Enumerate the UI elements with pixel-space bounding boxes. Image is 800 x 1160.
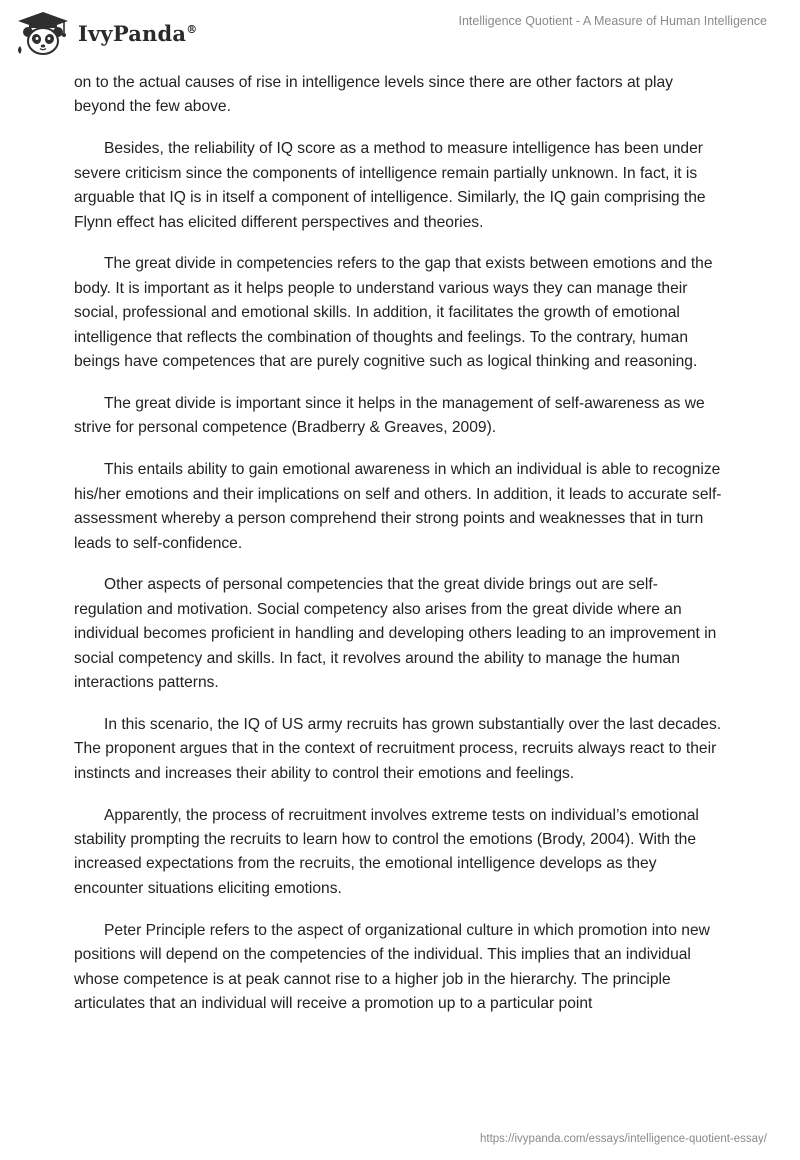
brand-name: IvyPanda® bbox=[78, 20, 198, 46]
ivypanda-logo[interactable] bbox=[14, 10, 197, 56]
source-url-link[interactable]: https://ivypanda.com/essays/intelligence-quotient-essay/ bbox=[479, 1133, 767, 1145]
paragraph: Besides, the reliability of IQ score as a method to measure intelligence has been under severe criticism since the components of intelligence remain partially unknown. In fact, it is arguable that IQ is in itself a component of intelligence. Similarly, the IQ gain comprising the Flynn effect has elicited different perspectives and theories. bbox=[74, 140, 706, 231]
document-title: Intelligence Quotient - A Measure of Human Intelligence bbox=[458, 14, 767, 28]
essay-body bbox=[74, 71, 726, 1034]
paragraph: on to the actual causes of rise in intelligence levels since there are other factors at play beyond the few above. bbox=[74, 74, 673, 116]
paragraph: Apparently, the process of recruitment involves extreme tests on individual’s emotional stability prompting the recruits to learn how to control the emotions (Brody, 2004). With the increased expectations from the recruits, the emotional intelligence develops as they encounter situations eliciting emotions. bbox=[74, 806, 699, 897]
page-header bbox=[0, 0, 800, 66]
paragraph: In this scenario, the IQ of US army recruits has grown substantially over the last decades. The proponent argues that in the context of recruitment process, recruits always react to their instincts and increases their ability to control their emotions and feelings. bbox=[74, 715, 722, 782]
paragraph: Other aspects of personal competencies that the great divide brings out are self-regulation and motivation. Social competency also arises from the great divide where an individual becomes proficient in handling and developing others leading to an improvement in social competency and skills. In fact, it revolves around the ability to manage the human interactions patterns. bbox=[74, 576, 717, 692]
paragraph: The great divide in competencies refers to the gap that exists between emotions and the body. It is important as it helps people to understand various ways they can manage their social, professional and emotional skills. In addition, it facilitates the growth of emotional intelligence that reflects the combination of thoughts and feelings. To the contrary, human beings have competences that are purely cognitive such as logical thinking and reasoning. bbox=[74, 255, 713, 371]
paragraph: The great divide is important since it helps in the management of self-awareness as we strive for personal competence (Bradberry & Greaves, 2009). bbox=[74, 394, 705, 437]
paragraph: Peter Principle refers to the aspect of organizational culture in which promotion into new positions will depend on the competencies of the individual. This implies that an individual whose competence is at peak cannot rise to a higher job in the hierarchy. The principle articulates that an individual will receive a promotion up to a particular point bbox=[74, 921, 710, 1012]
panda-graduation-cap-icon bbox=[14, 10, 72, 56]
paragraph: This entails ability to gain emotional awareness in which an individual is able to recognize his/her emotions and their implications on self and others. In addition, it leads to accurate self-assessment whereby a person comprehend their strong points and weaknesses that in turn leads to self-confidence. bbox=[74, 461, 722, 552]
